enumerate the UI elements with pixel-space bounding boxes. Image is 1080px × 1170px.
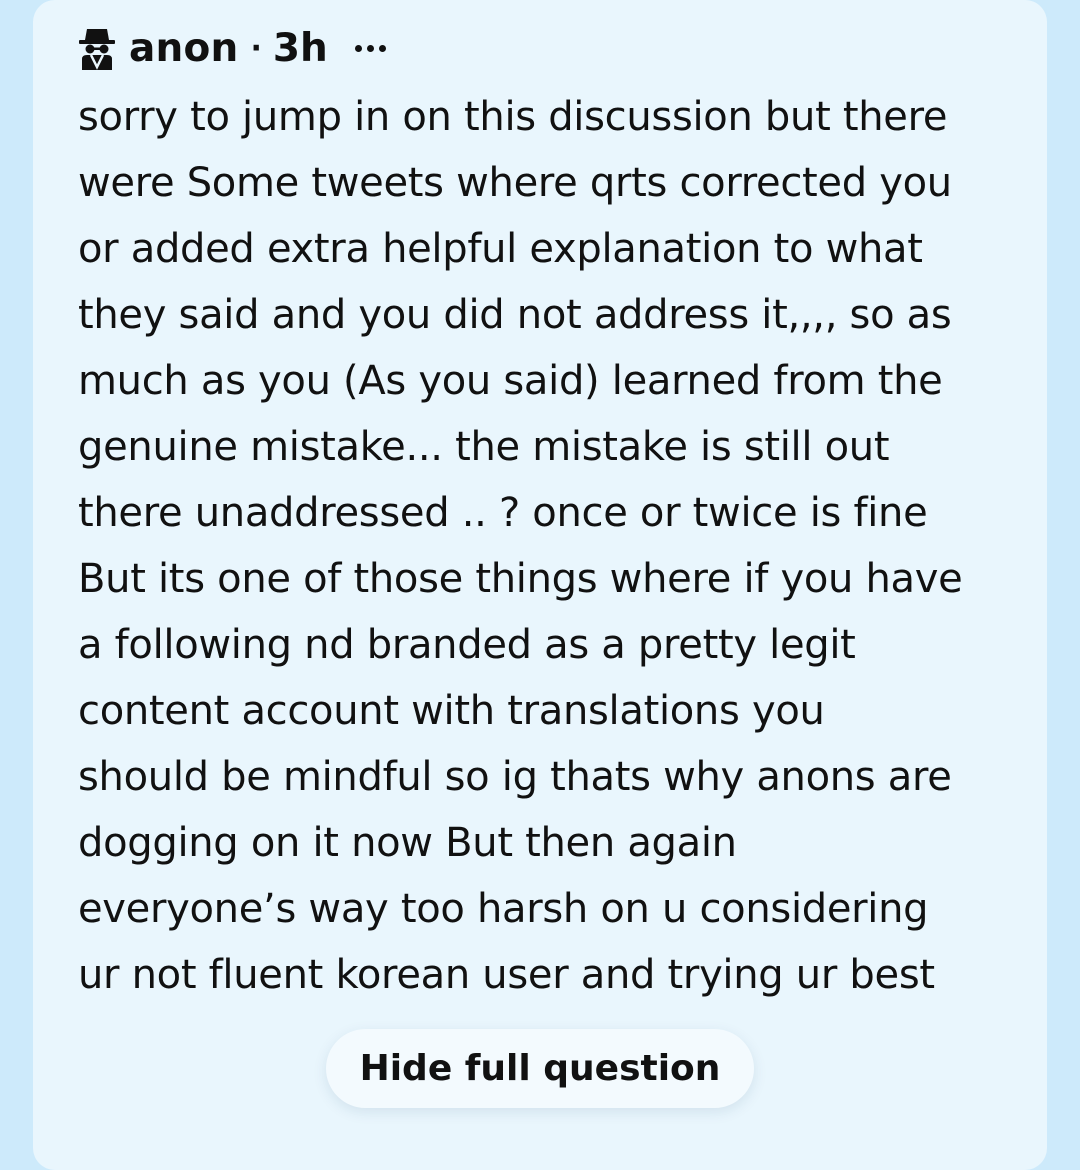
question-card [33, 0, 1047, 1170]
more-horizontal-icon[interactable] [353, 28, 388, 68]
spy-icon [77, 26, 117, 70]
author-name: anon [129, 25, 239, 71]
post-header [77, 24, 388, 72]
more-dot [367, 45, 374, 52]
post-timestamp: 3h [272, 25, 328, 71]
hide-full-question-button[interactable]: Hide full question [326, 1029, 754, 1108]
more-dot [355, 45, 362, 52]
more-dot [379, 45, 386, 52]
meta-separator: · [250, 30, 262, 66]
question-text: sorry to jump in on this discussion but there were Some tweets where qrts corrected you or added extra helpful explanation to what they said and you did not address it,,,, so as much as you (As you said) learned from the genuine mistake... the mistake is still out there unaddressed .. ? once or twice is fine But its one of those things where if you have a following nd branded as a pretty legit content account with translations you should be mindful so ig thats why anons are dogging on it now But then again everyone’s way too harsh on u considering ur not fluent korean user and trying ur best [78, 94, 963, 998]
